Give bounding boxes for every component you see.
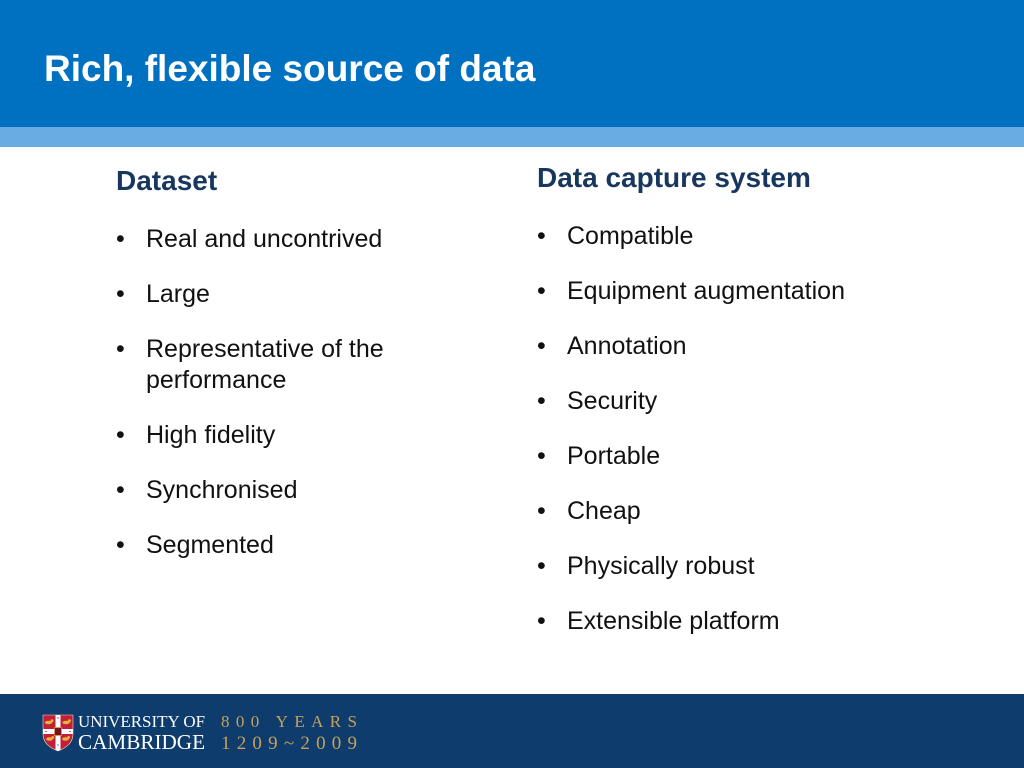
dataset-heading: Dataset <box>116 165 218 196</box>
bullet-icon <box>116 334 146 396</box>
list-item <box>537 496 977 527</box>
bullet-icon <box>537 606 567 637</box>
list-item-text: Annotation <box>567 332 687 360</box>
list-item-text: Synchronised <box>146 476 298 504</box>
list-item-text: Physically robust <box>567 552 755 580</box>
list-item <box>537 221 977 252</box>
bullet-icon <box>537 221 567 252</box>
list-item <box>116 530 446 561</box>
list-item-text: Real and uncontrived <box>146 225 383 253</box>
data-capture-list <box>537 221 977 637</box>
ermine-spot <box>57 744 58 745</box>
list-item <box>537 551 977 582</box>
list-item-text: Cheap <box>567 497 641 525</box>
list-item <box>537 331 977 362</box>
bullet-icon <box>116 224 146 255</box>
bullet-icon <box>537 276 567 307</box>
logo-university-of: UNIVERSITY OF <box>78 712 205 731</box>
bullet-icon <box>537 551 567 582</box>
list-item-text: Segmented <box>146 531 274 559</box>
list-item-text: Extensible platform <box>567 607 780 635</box>
bullet-icon <box>537 386 567 417</box>
ermine-spot <box>69 731 70 732</box>
bullet-icon <box>116 420 146 451</box>
list-item-text: Portable <box>567 442 661 470</box>
list-item <box>116 420 446 451</box>
bullet-icon <box>116 279 146 310</box>
list-item <box>116 334 446 396</box>
header-stripe <box>0 127 1024 147</box>
list-item <box>116 475 446 506</box>
list-item-text: Large <box>146 280 210 308</box>
bullet-icon <box>537 441 567 472</box>
list-item <box>116 279 446 310</box>
ermine-spot <box>45 731 46 732</box>
footer-band <box>0 694 1024 768</box>
logo-cambridge: CAMBRIDGE <box>78 730 205 754</box>
list-item <box>537 441 977 472</box>
data-capture-heading: Data capture system <box>537 162 811 193</box>
bullet-icon <box>116 475 146 506</box>
shield-book <box>55 728 62 736</box>
slide-title: Rich, flexible source of data <box>44 48 536 89</box>
list-item <box>537 386 977 417</box>
list-item-text: Representative of the performance <box>146 335 384 394</box>
logo-anniversary-dates: 1209~2009 <box>221 733 357 754</box>
list-item <box>537 606 977 637</box>
list-item-text: Security <box>567 387 658 415</box>
logo-anniversary-years: 800 YEARS <box>221 712 357 731</box>
list-item-text: Equipment augmentation <box>567 277 845 305</box>
dataset-column <box>116 164 446 585</box>
bullet-icon <box>116 530 146 561</box>
list-item-text: Compatible <box>567 222 694 250</box>
cambridge-logo <box>40 708 370 756</box>
ermine-spot <box>57 717 58 718</box>
bullet-icon <box>537 496 567 527</box>
list-item-text: High fidelity <box>146 421 276 449</box>
data-capture-column <box>537 161 977 661</box>
dataset-list <box>116 224 446 561</box>
list-item <box>537 276 977 307</box>
list-item <box>116 224 446 255</box>
bullet-icon <box>537 331 567 362</box>
cambridge-shield-icon <box>43 715 73 752</box>
